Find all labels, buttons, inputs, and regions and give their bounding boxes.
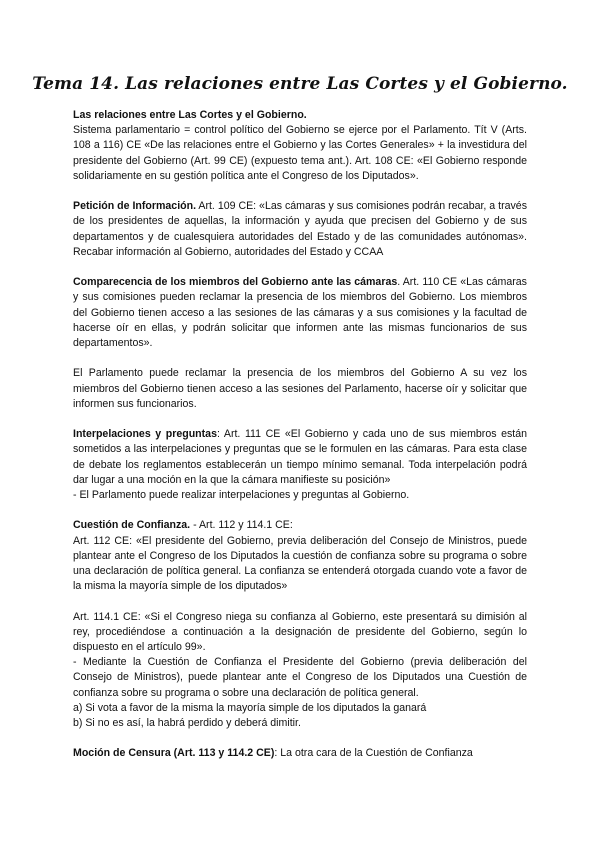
section-comparecencia: [73, 275, 527, 351]
censura-text: : La otra cara de la Cuestión de Confianza: [274, 747, 473, 760]
censura-heading: Moción de Censura (Art. 113 y 114.2 CE): [73, 747, 275, 760]
confianza-note: - Mediante la Cuestión de Confianza el Presidente del Gobierno (previa deliberación del Consejo de Ministros), puede plantear ante el Congreso de los Diputados una Cuestión de confianza sobre su programa o sobre una declaración de política general.: [73, 656, 527, 699]
comparecencia-heading: Comparecencia de los miembros del Gobierno ante las cámaras: [73, 276, 398, 289]
confianza-heading: Cuestión de Confianza.: [73, 519, 191, 532]
confianza-art114: Art. 114.1 CE: «Si el Congreso niega su confianza al Gobierno, este presentará su dimisión al rey, procediéndose a continuación a la designación de presidente del Gobierno, según lo dispuesto en el artículo 99».: [73, 610, 527, 654]
document-body: [73, 108, 527, 762]
comparecencia-note: El Parlamento puede reclamar la presencia de los miembros del Gobierno A su vez los miembros del Gobierno tienen acceso a las sesiones del Parlamento, hacerse oír y solicitar que informen sus funcionarios.: [73, 367, 527, 410]
intro-heading: Las relaciones entre Las Cortes y el Gobierno.: [73, 109, 307, 121]
section-peticion: [73, 199, 527, 260]
section-confianza-114: [73, 610, 527, 732]
interpelaciones-heading: Interpelaciones y preguntas: [73, 428, 217, 441]
section-censura: [73, 746, 527, 761]
confianza-item-b: b) Si no es así, la habrá perdido y deberá dimitir.: [73, 717, 301, 730]
section-interpelaciones: [73, 427, 527, 503]
section-confianza: [73, 518, 527, 594]
comparecencia-text: . Art. 110 CE «Las cámaras y sus comisiones pueden reclamar la presencia de los miembros del Gobierno. Los miembros del Gobierno tienen acceso a las sesiones de las cámaras y a sus comisiones y la facultad de hacerse oír en ellas, y podrán solicitar que informen ante las mismas funcionarios de sus departamentos».: [73, 276, 527, 350]
section-intro: [73, 108, 527, 184]
interpelaciones-note: - El Parlamento puede realizar interpelaciones y preguntas al Gobierno.: [73, 489, 410, 502]
page-title: Tema 14. Las relaciones entre Las Cortes y el Gobierno.: [32, 74, 568, 94]
intro-text: Sistema parlamentario = control político del Gobierno se ejerce por el Parlamento. Tít V (Arts. 108 a 116) CE «De las relaciones entre el Gobierno y las Cortes Generales» + la investidura del presidente del Gobierno (Art. 99 CE) (expuesto tema ant.). Art. 108 CE: «El Gobierno responde solidariamente en su gestión política ante el Congreso de los Diputados».: [73, 124, 527, 182]
confianza-item-a: a) Si vota a favor de la misma la mayoría simple de los diputados la ganará: [73, 701, 427, 714]
peticion-heading: Petición de Información.: [73, 200, 197, 213]
peticion-text: Art. 109 CE: «Las cámaras y sus comisiones podrán recabar, a través de los presidentes de aquellas, la información y ayuda que precisen del Gobierno y de sus departamentos y de cualesquiera autoridades del Estado y de las comunidades autónomas». Recabar información al Gobierno, autoridades del Estado y CCAA: [73, 200, 527, 258]
confianza-art112: Art. 112 CE: «El presidente del Gobierno, previa deliberación del Consejo de Ministros, puede plantear ante el Congreso de los Diputados la cuestión de confianza sobre su programa o sobre una declaración de política general. La confianza se entenderá otorgada cuando vote a favor de la misma la mayoría simple de los diputados»: [73, 534, 527, 593]
confianza-heading-tail: - Art. 112 y 114.1 CE:: [190, 519, 293, 532]
interpelaciones-text: : Art. 111 CE «El Gobierno y cada uno de sus miembros están sometidos a las interpelaciones y preguntas que se le formulen en las cámaras. Para esta clase de debate los reglamentos establecerán un tiempo mínimo semanal. Toda interpelación podrá dar lugar a una moción en la que la cámara manifieste su posición»: [73, 428, 527, 486]
